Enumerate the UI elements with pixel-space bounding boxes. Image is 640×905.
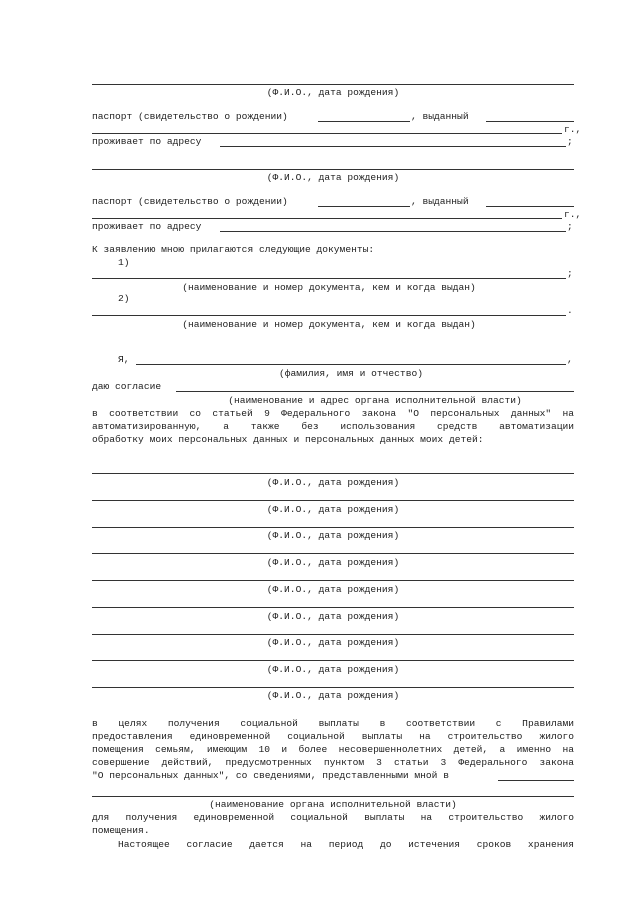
fio-caption-2: (Ф.И.О., дата рождения) xyxy=(266,172,400,183)
consent-name-caption: (фамилия, имя и отчество) xyxy=(279,368,423,379)
attachment-line-2 xyxy=(92,315,566,316)
address-end-2: ; xyxy=(567,221,573,232)
consent-name-blank xyxy=(136,364,566,365)
attachment-caption-1: (наименование и номер документа, кем и когда выдан) xyxy=(182,282,476,293)
child-caption-1: (Ф.И.О., дата рождения) xyxy=(266,477,400,488)
issued-label-2: , выданный xyxy=(411,196,469,207)
consent-give-label: даю согласие xyxy=(92,381,162,392)
child-line-8 xyxy=(92,660,574,661)
attachment-end-1: ; xyxy=(567,268,573,279)
purpose-line-3: помещения семьям, имеющим 10 и более несовершеннолетних детей, а именно на xyxy=(92,744,574,755)
address-label-1: проживает по адресу xyxy=(92,136,202,147)
year-suffix-2: г., xyxy=(564,209,582,220)
fio-line-2 xyxy=(92,169,574,170)
issued-line-1 xyxy=(92,133,562,134)
consent-text-line-1: в соответствии со статьей 9 Федерального закона "О персональных данных" на xyxy=(92,408,574,419)
purpose-line-1: в целях получения социальной выплаты в соответствии с Правилами xyxy=(92,718,574,729)
purpose-line-4: совершение действий, предусмотренных пунктом 3 статьи 3 Федерального закона xyxy=(92,757,574,768)
address-label-2: проживает по адресу xyxy=(92,221,202,232)
passport-blank-1 xyxy=(318,121,410,122)
child-line-3 xyxy=(92,527,574,528)
purpose-after-last: помещения. xyxy=(92,825,150,836)
purpose-final-line: Настоящее согласие дается на период до истечения сроков хранения xyxy=(118,839,574,850)
consent-ya: Я, xyxy=(118,354,130,365)
purpose-authority-caption: (наименование органа исполнительной власти) xyxy=(209,799,457,810)
purpose-line-2: предоставления единовременной социальной выплаты на строительство жилого xyxy=(92,731,574,742)
child-caption-3: (Ф.И.О., дата рождения) xyxy=(266,530,400,541)
issued-label-1: , выданный xyxy=(411,111,469,122)
consent-text-line-3: обработку моих персональных данных и персональных данных моих детей: xyxy=(92,434,484,445)
attachment-line-1 xyxy=(92,278,566,279)
consent-ya-end: , xyxy=(567,354,573,365)
child-line-9 xyxy=(92,687,574,688)
child-line-7 xyxy=(92,634,574,635)
purpose-authority-blank-b xyxy=(92,796,574,797)
address-blank-2 xyxy=(220,231,566,232)
purpose-last-line: "О персональных данных", со сведениями, представленными мной в xyxy=(92,770,449,781)
child-caption-9: (Ф.И.О., дата рождения) xyxy=(266,690,400,701)
child-caption-8: (Ф.И.О., дата рождения) xyxy=(266,664,400,675)
child-line-5 xyxy=(92,580,574,581)
consent-text-line-2: автоматизированную, а также без использования средств автоматизации xyxy=(92,421,574,432)
passport-label-1: паспорт (свидетельство о рождении) xyxy=(92,111,288,122)
child-line-6 xyxy=(92,607,574,608)
attachment-num-1: 1) xyxy=(118,257,130,268)
attachment-end-2: . xyxy=(567,305,573,316)
purpose-after-line-1: для получения единовременной социальной выплаты на строительство жилого xyxy=(92,812,574,823)
passport-label-2: паспорт (свидетельство о рождении) xyxy=(92,196,288,207)
child-caption-2: (Ф.И.О., дата рождения) xyxy=(266,504,400,515)
passport-blank-2 xyxy=(318,206,410,207)
issued-blank-1 xyxy=(486,121,574,122)
child-line-4 xyxy=(92,553,574,554)
child-caption-5: (Ф.И.О., дата рождения) xyxy=(266,584,400,595)
consent-authority-blank xyxy=(176,391,574,392)
child-caption-7: (Ф.И.О., дата рождения) xyxy=(266,637,400,648)
fio-line-1 xyxy=(92,84,574,85)
fio-caption-1: (Ф.И.О., дата рождения) xyxy=(266,87,400,98)
consent-authority-caption: (наименование и адрес органа исполнительной власти) xyxy=(228,395,522,406)
attachment-caption-2: (наименование и номер документа, кем и когда выдан) xyxy=(182,319,476,330)
address-blank-1 xyxy=(220,146,566,147)
child-line-1 xyxy=(92,473,574,474)
attachments-intro: К заявлению мною прилагаются следующие документы: xyxy=(92,244,375,255)
child-caption-6: (Ф.И.О., дата рождения) xyxy=(266,611,400,622)
issued-blank-2 xyxy=(486,206,574,207)
purpose-authority-blank-a xyxy=(498,780,574,781)
address-end-1: ; xyxy=(567,136,573,147)
year-suffix-1: г., xyxy=(564,124,582,135)
attachment-num-2: 2) xyxy=(118,293,130,304)
child-line-2 xyxy=(92,500,574,501)
child-caption-4: (Ф.И.О., дата рождения) xyxy=(266,557,400,568)
issued-line-2 xyxy=(92,218,562,219)
